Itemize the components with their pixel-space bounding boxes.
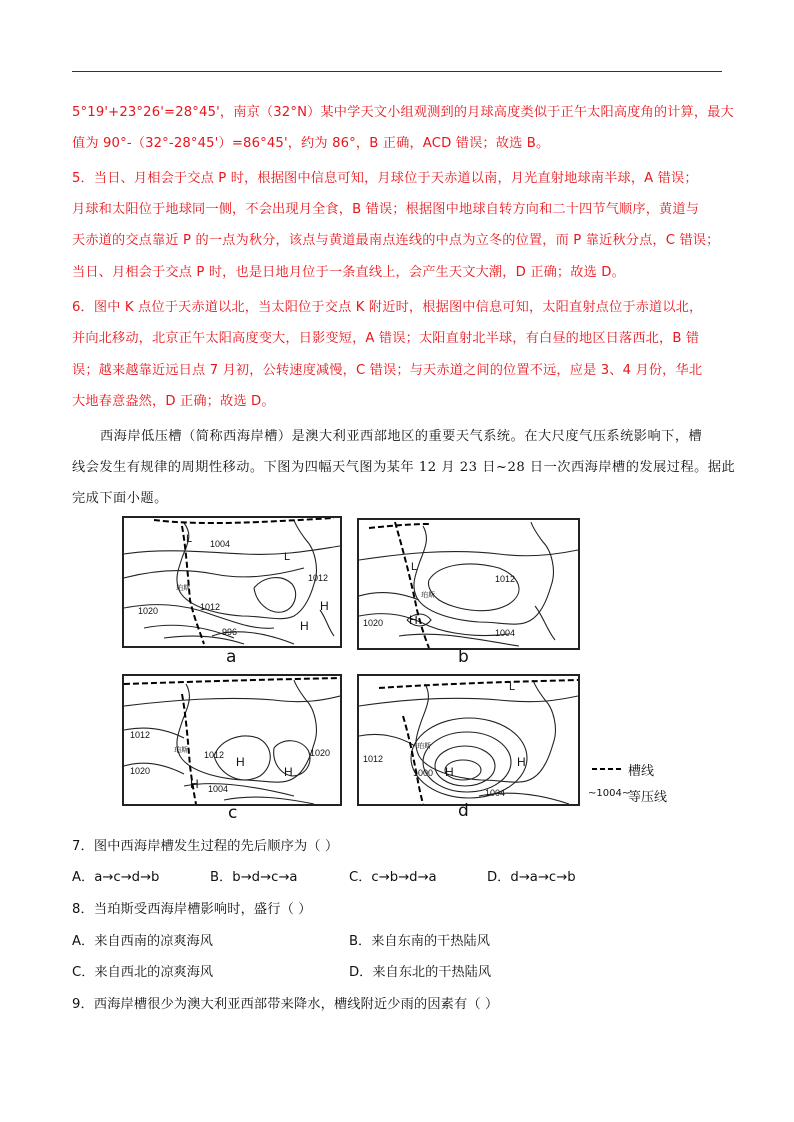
isobar-label: 1004 [208, 784, 229, 794]
map-label-c: c [228, 803, 238, 823]
trough-line [403, 716, 423, 804]
low-pressure-mark: L [411, 561, 418, 573]
map-a-drawing [124, 518, 340, 646]
isobar-label: 1012 [308, 573, 329, 583]
isobar-label: 1012 [363, 754, 384, 764]
map-label-d: d [458, 801, 469, 821]
legend-isobar-label: 等压线 [628, 790, 668, 805]
isobar-label: 1012 [200, 602, 221, 612]
map-c-drawing [124, 676, 340, 804]
city-label-perth: 珀斯 [421, 592, 435, 599]
high-pressure-mark: H [409, 613, 418, 627]
weather-map-b [357, 518, 580, 650]
question-7: 7．图中西海岸槽发生过程的先后顺序为（ ） [72, 839, 339, 854]
trough-line-symbol [590, 764, 626, 774]
answer-q5-line: 当日、月相会于交点 P 时，也是日地月位于一条直线上，会产生天文大潮，D 正确；故选 D。 [72, 265, 625, 280]
q7-option-c[interactable]: C．c→b→d→a [349, 870, 437, 885]
weather-map-d [357, 674, 580, 806]
q8-option-d[interactable]: D．来自东北的干热陆风 [349, 965, 492, 980]
map-b-drawing [359, 520, 578, 648]
coastline [177, 680, 316, 782]
high-pressure-mark: H [300, 619, 309, 633]
coastline [177, 520, 316, 619]
answer-q6-line: 6．图中 K 点位于天赤道以北，当太阳位于交点 K 附近时，根据图中信息可知，太阳直射点位于赤道以北， [72, 300, 703, 315]
high-pressure-mark: H [445, 765, 454, 779]
answer-q6-line: 并向北移动，北京正午太阳高度变大，日影变短，A 错误；太阳直射北半球，有白昼的地区日落西北，B 错 [72, 331, 700, 346]
city-label-perth: 珀斯 [176, 585, 190, 592]
answer-q6-line: 大地春意盎然，D 正确；故选 D。 [72, 394, 275, 409]
isobar-label: 1012 [495, 574, 516, 584]
q8-option-b[interactable]: B．来自东南的干热陆风 [349, 934, 490, 949]
weather-map-a [122, 516, 342, 648]
answer-q6-line: 误；越来越靠近远日点 7 月初，公转速度减慢，C 错误；与天赤道之间的位置不远，应是 3、4 月份，华北 [72, 363, 703, 378]
high-pressure-mark: H [236, 755, 245, 769]
q7-option-d[interactable]: D．d→a→c→b [487, 870, 576, 885]
q7-option-a[interactable]: A．a→c→d→b [72, 870, 160, 885]
trough-line [395, 522, 429, 648]
map-d-drawing [359, 676, 578, 804]
isobar-label: 1000 [413, 768, 434, 778]
intro-line: 完成下面小题。 [72, 491, 168, 506]
low-pressure-mark: L [186, 533, 193, 545]
map-legend [590, 760, 670, 804]
high-pressure-mark: H [190, 777, 199, 791]
map-label-b: b [458, 647, 469, 667]
city-label-perth: 珀斯 [174, 747, 188, 754]
intro-line: 线会发生有规律的周期性移动。下图为四幅天气图为某年 12 月 23 日~28 日一次西海岸槽的发展过程。据此 [72, 460, 736, 475]
isobar-label: 1012 [130, 730, 151, 740]
high-pressure-mark: H [517, 755, 526, 769]
isobar-label: 1004 [485, 788, 506, 798]
isobar-label: 1020 [130, 766, 151, 776]
intro-line: 西海岸低压槽（简称西海岸槽）是澳大利亚西部地区的重要天气系统。在大尺度气压系统影响下，槽 [100, 429, 703, 444]
legend-isobar-value: ~1004~ [588, 788, 631, 799]
q8-option-c[interactable]: C．来自西北的凉爽海风 [72, 965, 214, 980]
isobar-label: 1004 [495, 628, 516, 638]
low-pressure-mark: L [284, 551, 291, 563]
question-9: 9．西海岸槽很少为澳大利亚西部带来降水，槽线附近少雨的因素有（ ） [72, 997, 499, 1012]
answer-q5-line: 月球和太阳位于地球同一侧，不会出现月全食，B 错误；根据图中地球自转方向和二十四节气顺序，黄道与 [72, 202, 700, 217]
isobar-label: 1020 [138, 606, 159, 616]
q7-option-b[interactable]: B．b→d→c→a [210, 870, 298, 885]
answer-q5-line: 5．当日、月相会于交点 P 时，根据图中信息可知，月球位于天赤道以南，月光直射地球南半球，A 错误； [72, 171, 698, 186]
legend-isobar-number: 1004 [596, 788, 622, 799]
answer-line: 5°19'+23°26'=28°45'，南京（32°N）某中学天文小组观测到的月球高度类似于正午太阳高度角的计算，最大 [72, 105, 734, 120]
map-label-a: a [226, 647, 237, 667]
isobar-label: 996 [222, 627, 238, 637]
coastline [416, 680, 555, 782]
weather-map-c [122, 674, 342, 806]
city-label-perth: 珀斯 [417, 743, 431, 750]
q8-option-a[interactable]: A．来自西南的凉爽海风 [72, 934, 213, 949]
high-pressure-mark: H [320, 599, 329, 613]
answer-q5-line: 天赤道的交点靠近 P 的一点为秋分，该点与黄道最南点连线的中点为立冬的位置，而 P 靠近秋分点，C 错误； [72, 233, 720, 248]
legend-trough-label: 槽线 [628, 764, 655, 779]
answer-line: 值为 90°-（32°-28°45'）=86°45'，约为 86°，B 正确，ACD 错误；故选 B。 [72, 136, 550, 151]
question-8: 8．当珀斯受西海岸槽影响时，盛行（ ） [72, 902, 312, 917]
header-rule [72, 71, 722, 72]
isobar-label: 1004 [210, 539, 231, 549]
isobar-label: 1012 [204, 750, 225, 760]
low-pressure-mark: L [509, 681, 516, 693]
isobar-label: 1020 [363, 618, 384, 628]
high-pressure-mark: H [284, 765, 293, 779]
isobar-label: 1020 [310, 748, 331, 758]
